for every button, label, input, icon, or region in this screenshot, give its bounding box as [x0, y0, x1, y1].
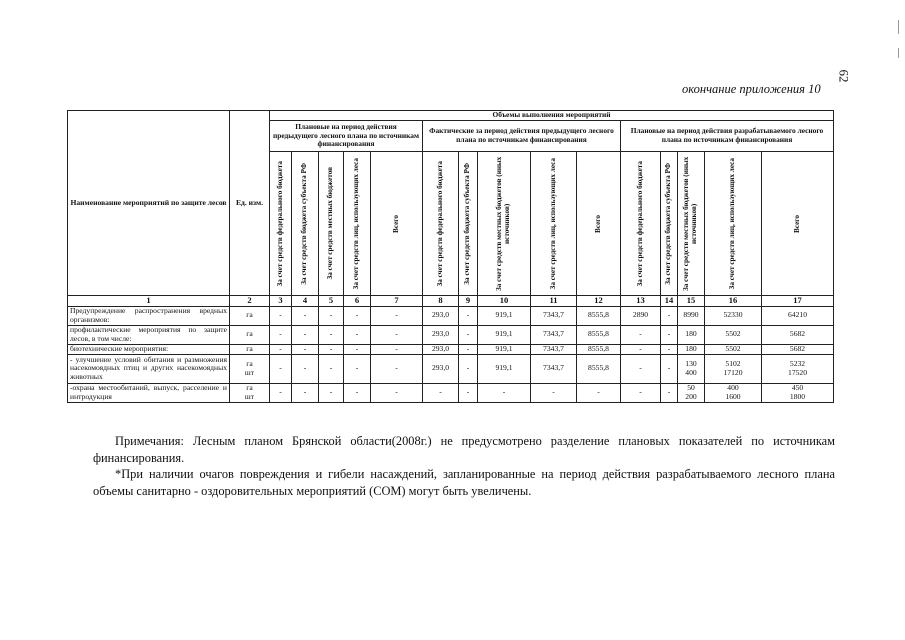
- value-cell: -: [661, 325, 678, 344]
- unit-column-header: Ед. изм.: [230, 111, 270, 296]
- value-cell: -: [319, 383, 344, 402]
- column-number: 13: [621, 296, 661, 307]
- scan-edge-mark: [898, 20, 899, 34]
- measure-name-cell: биотехнические мероприятия:: [68, 344, 230, 354]
- column-number: 2: [230, 296, 270, 307]
- value-cell: -: [423, 383, 459, 402]
- col-header-label: За счет средств федерального бюджета: [635, 160, 644, 287]
- value-cell: 7343,7: [531, 306, 577, 325]
- value-cell: -: [661, 354, 678, 383]
- col-header-plan-prev-1: [270, 152, 292, 296]
- value-cell: -: [661, 344, 678, 354]
- column-number: 16: [705, 296, 762, 307]
- col-header-label: За счет средств местных бюджетов: [326, 167, 335, 280]
- unit-cell: га: [230, 344, 270, 354]
- value-cell: -: [344, 354, 371, 383]
- col-header-label: За счет средств местных бюджетов (иных источников): [495, 156, 511, 291]
- value-cell: 50 200: [678, 383, 705, 402]
- column-number: 15: [678, 296, 705, 307]
- value-cell: 7343,7: [531, 325, 577, 344]
- col-header-label: Всего: [593, 214, 602, 233]
- column-number: 3: [270, 296, 292, 307]
- note-som: *При наличии очагов повреждения и гибели насаждений, запланированные на период действия разрабатываемого лесного плана объемы санитарно - оздоровительных мероприятий (СОМ) могут быть увеличены.: [93, 467, 835, 498]
- value-cell: 7343,7: [531, 344, 577, 354]
- measure-name-cell: Предупреждение распространения вредных организмов:: [68, 306, 230, 325]
- unit-cell: га: [230, 325, 270, 344]
- value-cell: 919,1: [478, 344, 531, 354]
- value-cell: 5682: [762, 325, 834, 344]
- note-financing: Примечания: Лесным планом Брянской области(2008г.) не предусмотрено разделение плановых показателей по источникам финансирования.: [93, 434, 835, 465]
- value-cell: -: [344, 344, 371, 354]
- col-header-plan-new-3: [678, 152, 705, 296]
- volumes-header: Объемы выполнения мероприятий: [270, 111, 834, 121]
- column-number: 1: [68, 296, 230, 307]
- value-cell: -: [270, 354, 292, 383]
- value-cell: -: [270, 344, 292, 354]
- col-header-plan-prev-4: [344, 152, 371, 296]
- page-number: 62: [836, 69, 852, 83]
- col-header-label: За счет средств бюджета субъекта РФ: [664, 162, 673, 285]
- name-column-header: Наименование мероприятий по защите лесов: [68, 111, 230, 296]
- value-cell: 8555,8: [577, 325, 621, 344]
- col-header-label: За счет средств лиц, использующих леса: [352, 157, 361, 290]
- value-cell: 8555,8: [577, 344, 621, 354]
- column-number: 17: [762, 296, 834, 307]
- value-cell: 130 400: [678, 354, 705, 383]
- value-cell: 64210: [762, 306, 834, 325]
- col-header-plan-prev-3: [319, 152, 344, 296]
- value-cell: -: [270, 306, 292, 325]
- value-cell: -: [270, 383, 292, 402]
- value-cell: -: [319, 306, 344, 325]
- value-cell: 919,1: [478, 325, 531, 344]
- col-header-actual-prev-5: [577, 152, 621, 296]
- value-cell: -: [319, 354, 344, 383]
- value-cell: -: [292, 383, 319, 402]
- unit-cell: га шт: [230, 354, 270, 383]
- notes-block: [93, 433, 835, 499]
- value-cell: 5232 17520: [762, 354, 834, 383]
- col-header-plan-new-1: [621, 152, 661, 296]
- value-cell: 450 1800: [762, 383, 834, 402]
- value-cell: -: [459, 306, 478, 325]
- value-cell: 293,0: [423, 325, 459, 344]
- col-header-label: За счет средств лиц, использующих леса: [548, 157, 557, 290]
- column-number: 12: [577, 296, 621, 307]
- column-number: 10: [478, 296, 531, 307]
- value-cell: -: [459, 325, 478, 344]
- table-row: [68, 354, 834, 383]
- column-number: 8: [423, 296, 459, 307]
- col-header-label: За счет средств местных бюджетов (иных источников): [682, 156, 698, 291]
- value-cell: 400 1600: [705, 383, 762, 402]
- measures-table: [67, 110, 834, 403]
- col-header-label: Всего: [792, 214, 801, 233]
- unit-cell: га шт: [230, 383, 270, 402]
- value-cell: 293,0: [423, 354, 459, 383]
- value-cell: 919,1: [478, 354, 531, 383]
- column-number: 9: [459, 296, 478, 307]
- value-cell: -: [577, 383, 621, 402]
- value-cell: -: [344, 306, 371, 325]
- group-header-actual-previous: Фактические за период действия предыдущего лесного плана по источникам финансирования: [423, 121, 621, 152]
- measure-name-cell: профилактические мероприятия по защите лесов, в том числе:: [68, 325, 230, 344]
- column-number: 11: [531, 296, 577, 307]
- col-header-label: За счет средств бюджета субъекта РФ: [300, 162, 309, 285]
- col-header-label: Всего: [391, 214, 400, 233]
- value-cell: -: [371, 325, 423, 344]
- value-cell: -: [661, 306, 678, 325]
- column-number: 14: [661, 296, 678, 307]
- column-number: 4: [292, 296, 319, 307]
- value-cell: 52330: [705, 306, 762, 325]
- value-cell: -: [459, 383, 478, 402]
- col-header-label: За счет средств бюджета субъекта РФ: [463, 162, 472, 285]
- table-row: [68, 306, 834, 325]
- value-cell: 5502: [705, 325, 762, 344]
- col-header-actual-prev-4: [531, 152, 577, 296]
- column-number: 6: [344, 296, 371, 307]
- col-header-plan-prev-5: [371, 152, 423, 296]
- value-cell: -: [531, 383, 577, 402]
- value-cell: -: [478, 383, 531, 402]
- value-cell: -: [270, 325, 292, 344]
- col-header-plan-new-5: [762, 152, 834, 296]
- value-cell: -: [292, 344, 319, 354]
- value-cell: 293,0: [423, 344, 459, 354]
- value-cell: -: [661, 383, 678, 402]
- value-cell: -: [292, 354, 319, 383]
- scan-edge-mark: [898, 48, 899, 58]
- value-cell: -: [344, 383, 371, 402]
- column-number: 5: [319, 296, 344, 307]
- value-cell: 8990: [678, 306, 705, 325]
- measure-name-cell: - улучшение условий обитания и размножения насекомоядных птиц и других насекомоядных животных: [68, 354, 230, 383]
- col-header-label: За счет средств федерального бюджета: [275, 160, 284, 287]
- value-cell: 919,1: [478, 306, 531, 325]
- value-cell: 5682: [762, 344, 834, 354]
- col-header-label: За счет средств федерального бюджета: [435, 160, 444, 287]
- group-header-plan-new: Плановые на период действия разрабатываемого лесного плана по источникам финансирования: [621, 121, 834, 152]
- value-cell: -: [621, 383, 661, 402]
- value-cell: -: [292, 306, 319, 325]
- value-cell: -: [371, 383, 423, 402]
- value-cell: -: [344, 325, 371, 344]
- appendix-caption: окончание приложения 10: [682, 82, 821, 96]
- value-cell: 5102 17120: [705, 354, 762, 383]
- value-cell: 8555,8: [577, 306, 621, 325]
- value-cell: -: [621, 344, 661, 354]
- col-header-actual-prev-1: [423, 152, 459, 296]
- table-row: [68, 344, 834, 354]
- value-cell: -: [292, 325, 319, 344]
- col-header-plan-new-2: [661, 152, 678, 296]
- column-number: 7: [371, 296, 423, 307]
- value-cell: 5502: [705, 344, 762, 354]
- measure-name-cell: -охрана местообитаний, выпуск, расселение и интродукция: [68, 383, 230, 402]
- col-header-plan-prev-2: [292, 152, 319, 296]
- unit-cell: га: [230, 306, 270, 325]
- value-cell: -: [371, 354, 423, 383]
- value-cell: -: [319, 344, 344, 354]
- col-header-actual-prev-3: [478, 152, 531, 296]
- value-cell: 293,0: [423, 306, 459, 325]
- value-cell: -: [371, 344, 423, 354]
- value-cell: 8555,8: [577, 354, 621, 383]
- table-row: [68, 383, 834, 402]
- value-cell: 7343,7: [531, 354, 577, 383]
- value-cell: -: [319, 325, 344, 344]
- value-cell: 180: [678, 325, 705, 344]
- col-header-plan-new-4: [705, 152, 762, 296]
- value-cell: -: [459, 344, 478, 354]
- value-cell: 2890: [621, 306, 661, 325]
- col-header-label: За счет средств лиц, использующих леса: [728, 157, 737, 290]
- value-cell: -: [621, 325, 661, 344]
- value-cell: -: [459, 354, 478, 383]
- group-header-plan-previous: Плановые на период действия предыдущего лесного плана по источникам финансирования: [270, 121, 423, 152]
- value-cell: 180: [678, 344, 705, 354]
- col-header-actual-prev-2: [459, 152, 478, 296]
- value-cell: -: [621, 354, 661, 383]
- value-cell: -: [371, 306, 423, 325]
- table-row: [68, 325, 834, 344]
